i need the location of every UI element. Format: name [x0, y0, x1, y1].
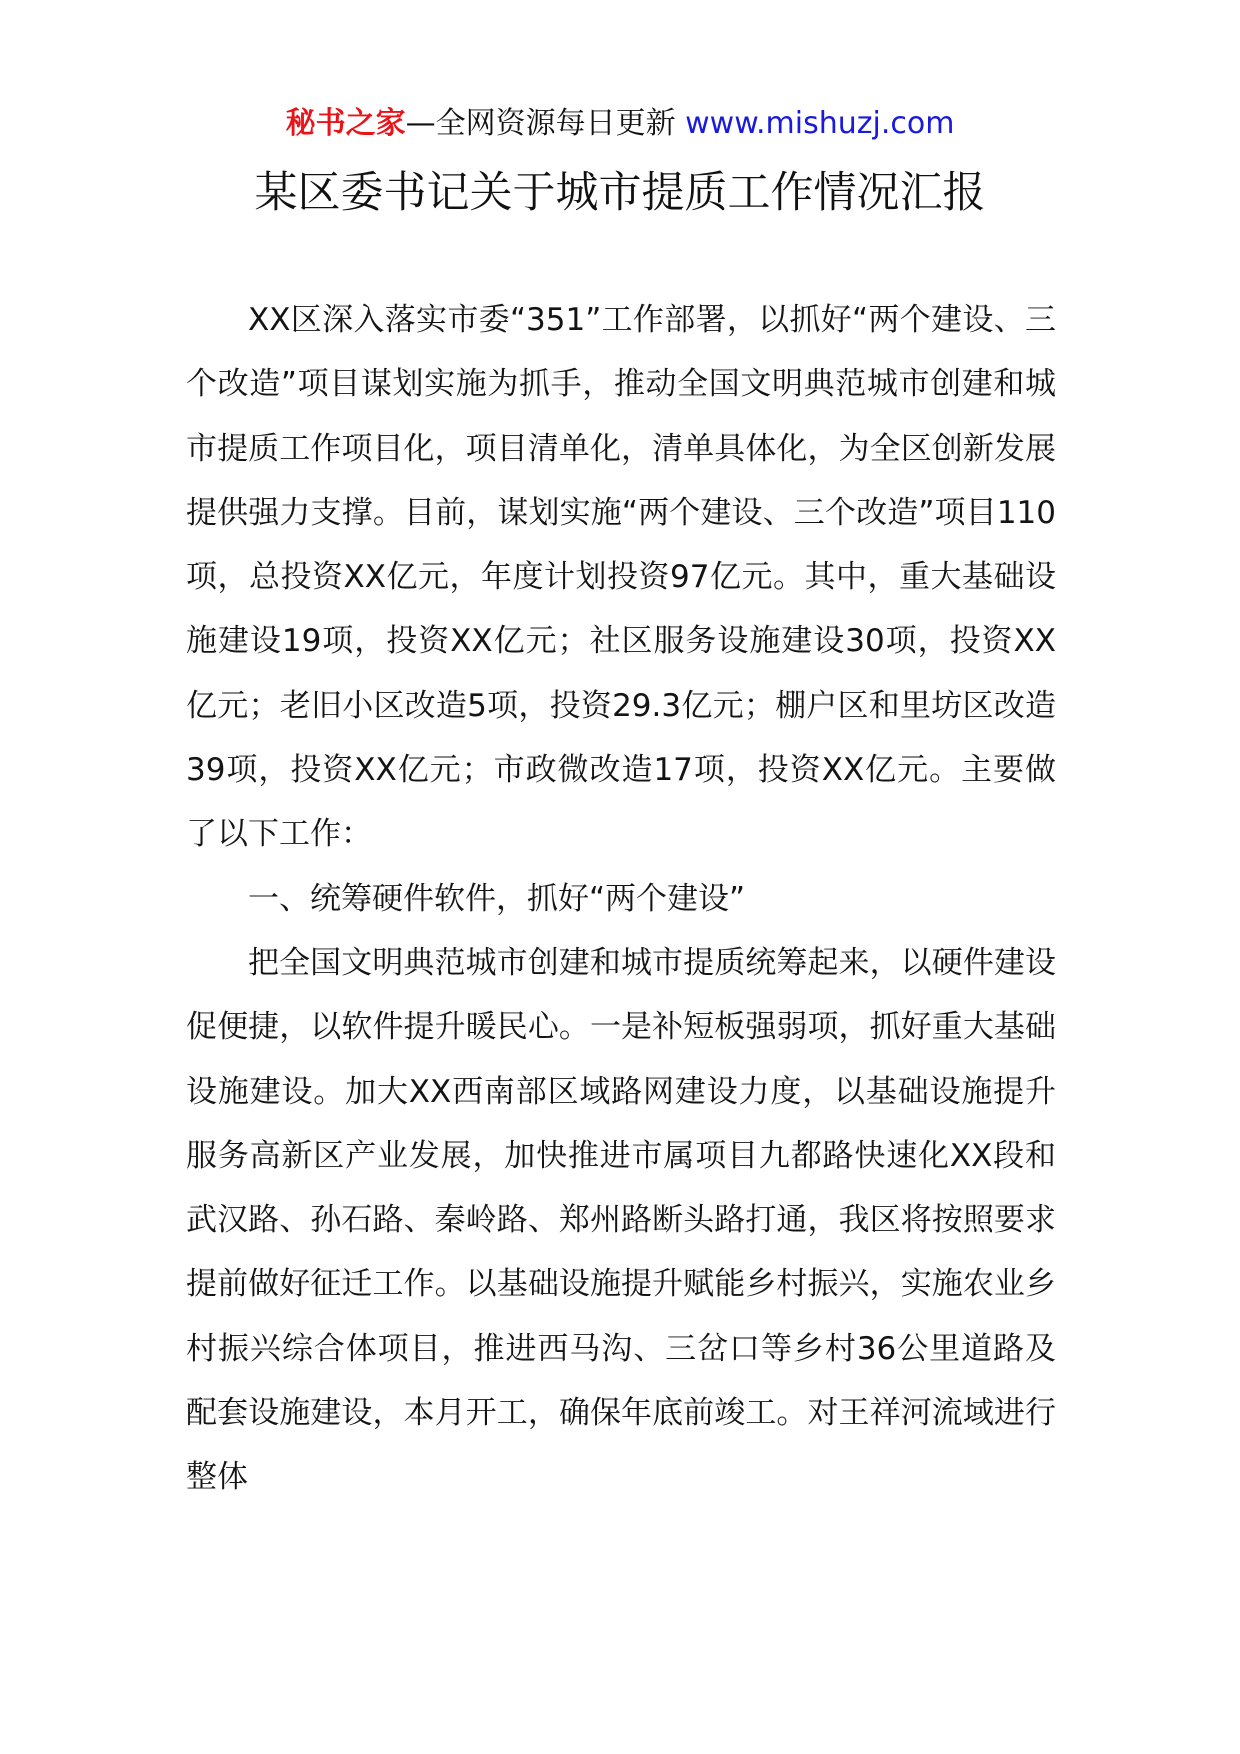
brand-name: 秘书之家 [285, 106, 406, 141]
intro-paragraph: XX区深入落实市委“351”工作部署，以抓好“两个建设、三个改造”项目谋划实施为抓手，推动全国文明典范城市创建和城市提质工作项目化，项目清单化，清单具体化，为全区创新发展提供强力支撑。目前，谋划实施“两个建设、三个改造”项目110项，总投资XX亿元，年度计划投资97亿元。其中，重大基础设施建设19项，投资XX亿元；社区服务设施建设30项，投资XX亿元；老旧小区改造5项，投资29.3亿元；棚户区和里坊区改造39项，投资XX亿元；市政微改造17项，投资XX亿元。主要做了以下工作： [186, 302, 1056, 853]
section-heading-1: 一、统筹硬件软件，抓好“两个建设” [248, 880, 746, 917]
document-body [186, 288, 1056, 1510]
document-title: 某区委书记关于城市提质工作情况汇报 [254, 168, 986, 218]
section-1-paragraph: 把全国文明典范城市创建和城市提质统筹起来，以硬件建设促便捷，以软件提升暖民心。一是补短板强弱项，抓好重大基础设施建设。加大XX西南部区域路网建设力度，以基础设施提升服务高新区产业发展，加快推进市属项目九都路快速化XX段和武汉路、孙石路、秦岭路、郑州路断头路打通，我区将按照要求提前做好征迁工作。以基础设施提升赋能乡村振兴，实施农业乡村振兴综合体项目，推进西马沟、三岔口等乡村36公里道路及配套设施建设，本月开工，确保年底前竣工。对王祥河流域进行整体 [186, 944, 1056, 1496]
site-url-link[interactable]: www.mishuzj.com [685, 106, 955, 141]
header-tagline: —全网资源每日更新 [405, 106, 676, 141]
site-header [0, 104, 1240, 144]
